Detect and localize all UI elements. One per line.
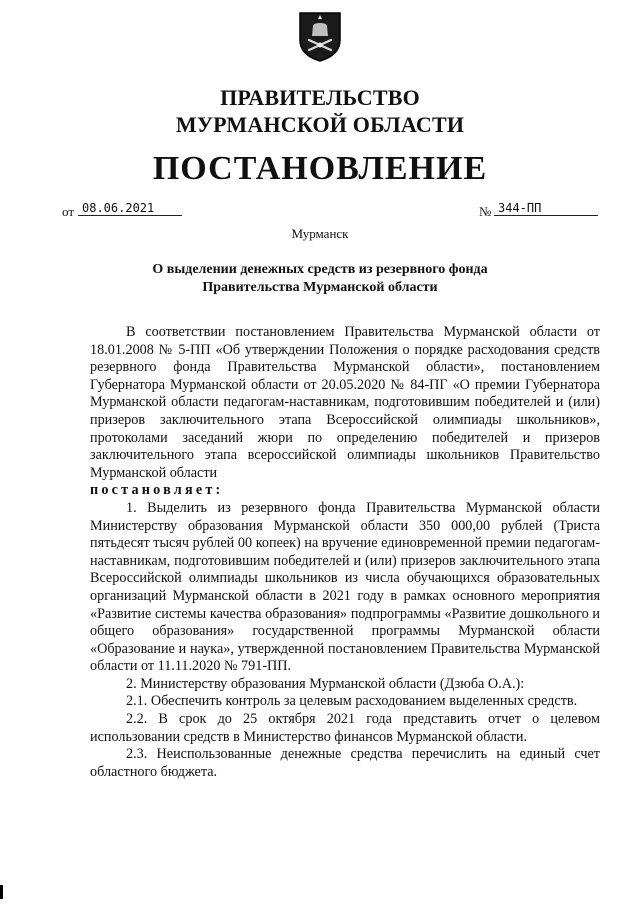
date-label: от bbox=[62, 204, 75, 219]
document-body bbox=[90, 324, 600, 781]
item-2: 2. Министерству образования Мурманской области (Дзюба О.А.): bbox=[126, 675, 525, 692]
document-subject bbox=[0, 261, 640, 297]
scan-edge-mark bbox=[0, 885, 3, 899]
number-label: № bbox=[479, 204, 492, 219]
preamble-paragraph: В соответствии постановлением Правительства Мурманской области от 18.01.2008 № 5-ПП «Об утверждении Положения о порядке расходования средств резервного фонда Правительства Мурманской области», постановлением Губернатора Мурманской области от 20.05.2020 № 84-ПГ «О премии Губернатора Мурманской области педагогам-наставникам, подготовившим победителей и (или) призеров заключительного этапа Всероссийской олимпиады школьников», протоколами заседаний жюри по определению победителей и призеров заключительного этапа всероссийской олимпиады школьников Правительство Мурманской области bbox=[90, 324, 600, 481]
coat-of-arms-icon bbox=[297, 10, 343, 62]
document-type: ПОСТАНОВЛЕНИЕ bbox=[152, 150, 488, 187]
document-number: 344-ПП bbox=[494, 201, 598, 216]
item-1: 1. Выделить из резервного фонда Правительства Мурманской области Министерству образования Мурманской области 350 000,00 рублей (Триста пятьдесят тысяч рублей 00 копеек) на вручение единовременной премии педагогам-наставникам, подготовившим победителей и (или) призеров заключительного этапа Всероссийской олимпиады школьников из числа обучающихся образовательных организаций Мурманской области в 2021 году в рамках основного мероприятия «Развитие системы качества образования» подпрограммы «Развитие дошкольного и общего образования» государственной программы Мурманской области «Образование и наука», утвержденной постановлением Правительства Мурманской области от 11.11.2020 № 791-ПП. bbox=[90, 499, 600, 675]
item-2-2: 2.2. В срок до 25 октября 2021 года представить отчет о целевом использовании средств в Министерство финансов Мурманской области. bbox=[90, 711, 600, 745]
organization-name bbox=[0, 84, 640, 138]
item-2-3: 2.3. Неиспользованные денежные средства перечислить на единый счет областного бюджета. bbox=[90, 746, 600, 780]
org-line-2: МУРМАНСКОЙ ОБЛАСТИ bbox=[175, 112, 465, 137]
city: Мурманск bbox=[291, 226, 349, 241]
subject-line-2: Правительства Мурманской области bbox=[202, 280, 438, 295]
subject-line-1: О выделении денежных средств из резервного фонда bbox=[152, 262, 488, 277]
document-date: 08.06.2021 bbox=[78, 201, 182, 216]
org-line-1: ПРАВИТЕЛЬСТВО bbox=[220, 85, 420, 110]
item-2-1: 2.1. Обеспечить контроль за целевым расходованием выделенных средств. bbox=[126, 693, 578, 710]
resolve-word: постановляет: bbox=[90, 482, 224, 499]
